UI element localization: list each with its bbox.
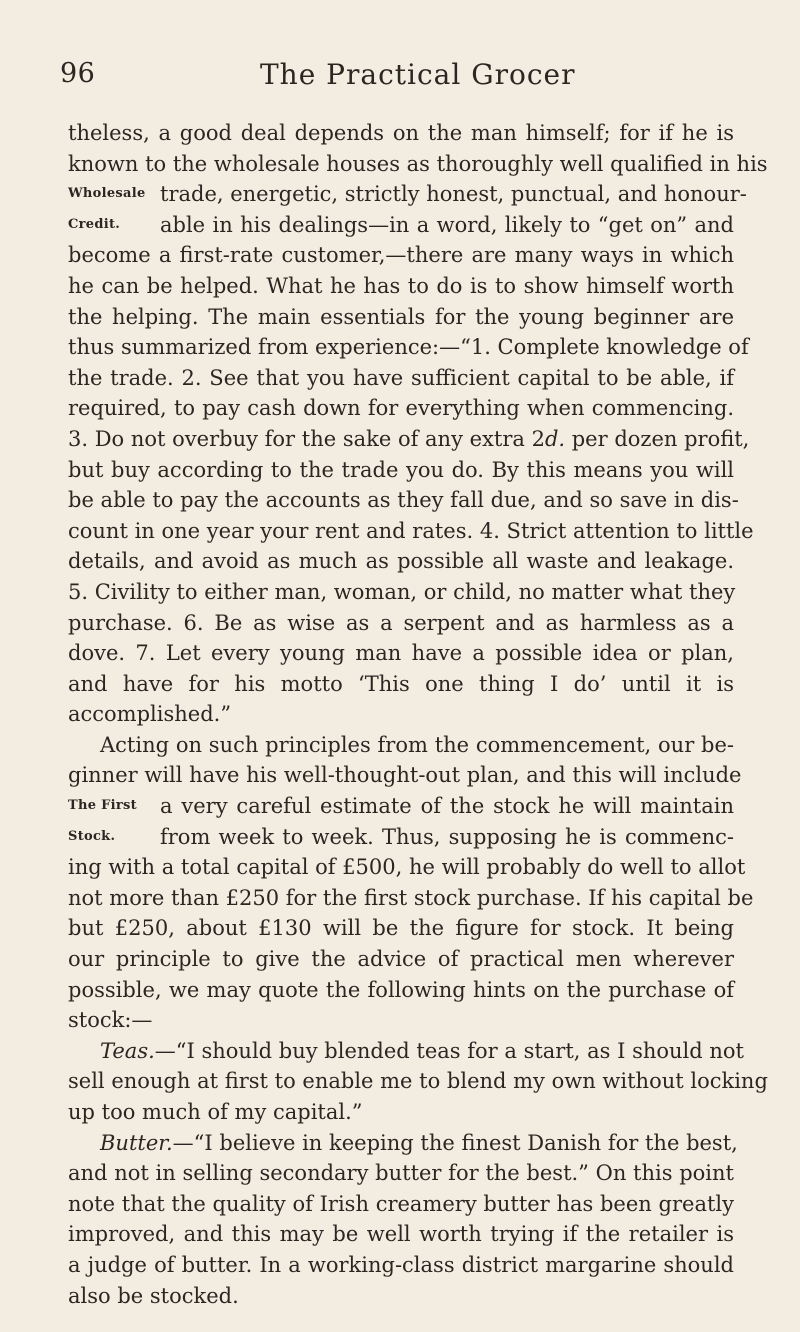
text-line: known to the wholesale houses as thoroughly well qualified in his <box>68 151 768 176</box>
text-line: be able to pay the accounts as they fall due, and so save in dis- <box>68 488 739 513</box>
text-line <box>68 179 747 210</box>
text-fragment: 3. Do not overbuy for the sake of any extra 2 <box>68 426 545 451</box>
page-number: 96 <box>60 58 96 89</box>
text-line: not more than £250 for the first stock purchase. If his capital be <box>68 885 754 910</box>
text-line-content: able in his dealings—in a word, likely to “get on” and <box>160 212 734 237</box>
text-line: also be stocked. <box>68 1283 239 1308</box>
text-line: dove. 7. Let every young man have a possible idea or plan, <box>68 641 734 666</box>
text-line: but buy according to the trade you do. By this means you will <box>68 457 734 482</box>
text-fragment: —“I should buy blended teas for a start, as I should not <box>154 1038 744 1063</box>
text-line <box>68 1128 738 1159</box>
text-line <box>68 424 750 455</box>
text-line: up too much of my capital.” <box>68 1100 363 1124</box>
text-line: the helping. The main essentials for the young beginner are <box>68 304 734 329</box>
text-line <box>68 822 734 853</box>
text-line: theless, a good deal depends on the man himself; for if he is <box>68 121 734 145</box>
text-fragment: per dozen profit, <box>565 426 750 451</box>
sidenote-credit: Credit. <box>68 216 121 232</box>
text-line-content: trade, energetic, strictly honest, punctual, and honour- <box>160 182 747 207</box>
text-line: ing with a total capital of £500, he will probably do well to allot <box>68 855 746 880</box>
text-line: possible, we may quote the following hints on the purchase of <box>68 977 734 1002</box>
text-line: improved, and this may be well worth trying if the retailer is <box>68 1222 734 1247</box>
text-line: Acting on such principles from the commencement, our be- <box>100 732 734 757</box>
sidenote-the-first: The First <box>68 798 137 814</box>
text-line: count in one year your rent and rates. 4. Strict attention to little <box>68 518 754 543</box>
text-line: become a first-rate customer,—there are many ways in which <box>68 243 734 268</box>
sidenote-stock: Stock. <box>68 828 116 844</box>
text-line: ginner will have his well-thought-out plan, and this will include <box>68 763 742 788</box>
text-line: sell enough at first to enable me to blend my own without locking <box>68 1069 768 1094</box>
text-line: and not in selling secondary butter for the best.” On this point <box>68 1161 734 1186</box>
text-line: he can be helped. What he has to do is to show himself worth <box>68 273 734 298</box>
heading-teas: Teas. <box>100 1038 155 1063</box>
text-line: but £250, about £130 will be the figure for stock. It being <box>68 916 734 941</box>
text-line: purchase. 6. Be as wise as a serpent and as harmless as a <box>68 610 734 635</box>
text-line-content: a very careful estimate of the stock he will maintain <box>160 794 734 819</box>
text-line: our principle to give the advice of practical men wherever <box>68 947 734 972</box>
heading-butter: Butter. <box>100 1130 173 1155</box>
text-line <box>68 791 734 822</box>
text-line: stock:— <box>68 1008 153 1033</box>
text-line-content: from week to week. Thus, supposing he is commenc- <box>160 824 734 849</box>
text-line: the trade. 2. See that you have sufficient capital to be able, if <box>68 365 734 390</box>
italic-pence: d. <box>544 426 566 451</box>
text-line <box>68 1036 744 1067</box>
body-text <box>68 118 768 1311</box>
text-line: details, and avoid as much as possible all waste and leakage. <box>68 549 734 574</box>
text-line: a judge of butter. In a working-class district margarine should <box>68 1252 734 1277</box>
text-fragment: —“I believe in keeping the finest Danish for the best, <box>172 1130 738 1155</box>
page-header <box>60 58 726 98</box>
text-line: required, to pay cash down for everything when commencing. <box>68 396 734 421</box>
text-line <box>68 210 734 241</box>
text-line: thus summarized from experience:—“1. Complete knowledge of <box>68 335 749 360</box>
running-title: The Practical Grocer <box>260 58 576 91</box>
text-line: 5. Civility to either man, woman, or child, no matter what they <box>68 579 736 604</box>
sidenote-wholesale: Wholesale <box>68 186 146 202</box>
text-line: note that the quality of Irish creamery butter has been greatly <box>68 1191 734 1216</box>
text-line: and have for his motto ‘This one thing I do’ until it is <box>68 671 734 696</box>
text-line: accomplished.” <box>68 702 232 727</box>
